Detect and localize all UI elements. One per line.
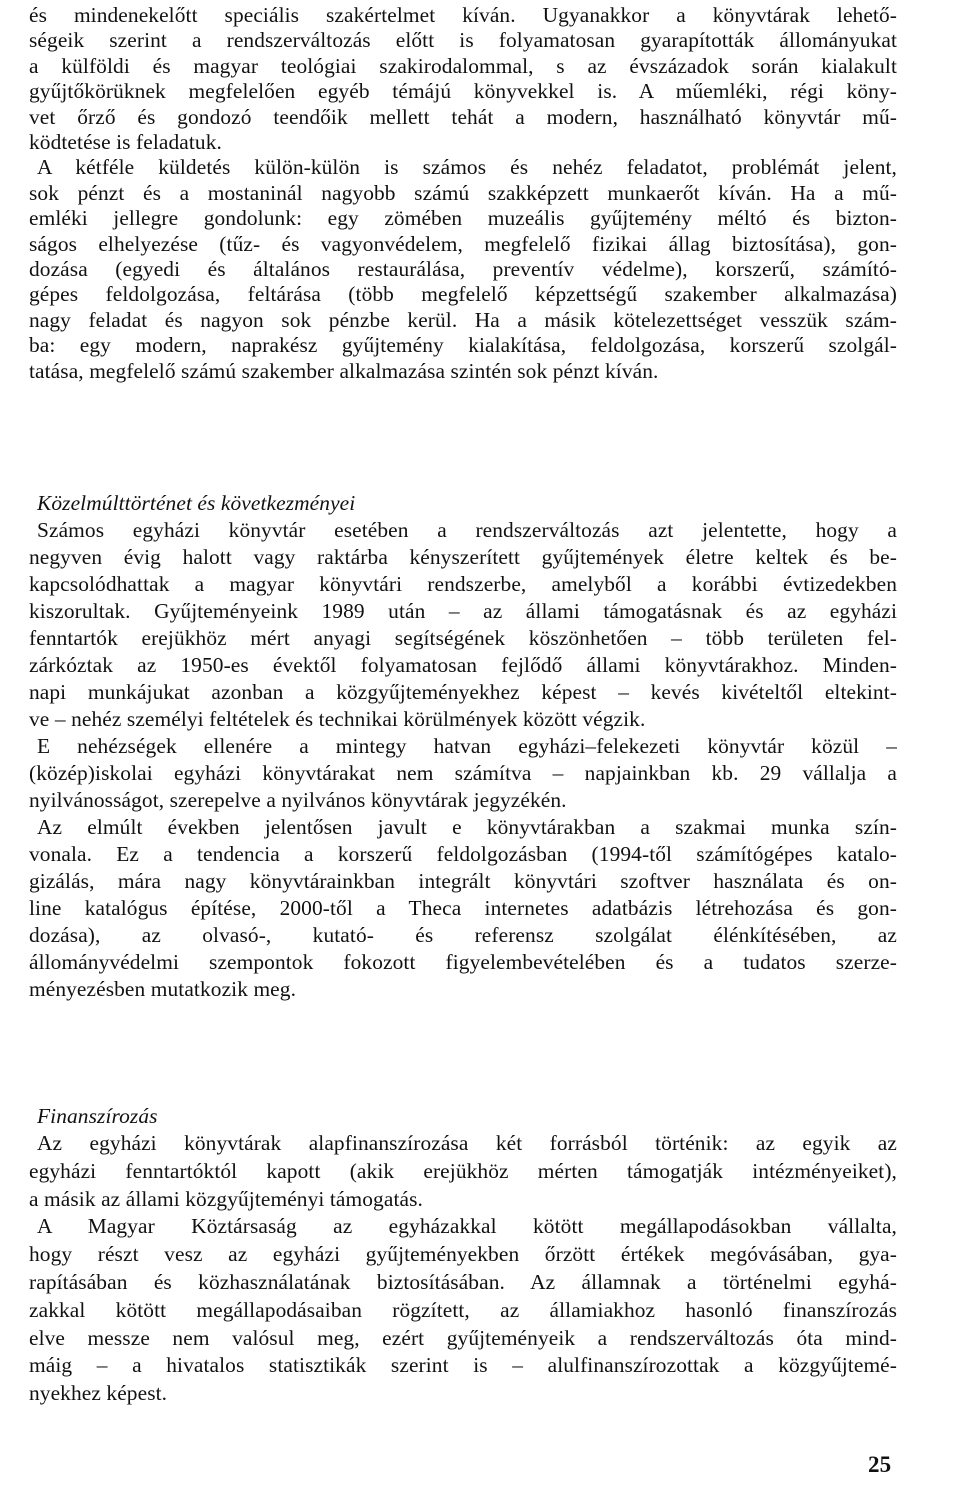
text-line: A Magyar Köztársaság az egyházakkal kötött megállapodásokban vállalta, — [37, 1214, 897, 1239]
text-line: vonala. Ez a tendencia a korszerű feldolgozásban (1994-től számítógépes katalo- — [29, 842, 897, 866]
text-line: nyekhez képest. — [29, 1381, 168, 1406]
text-line: a másik az állami közgyűjteményi támogatás. — [29, 1186, 423, 1211]
text-line: Az elmúlt években jelentősen javult e könyvtárakban a szakmai munka szín- — [37, 815, 897, 839]
page-number: 25 — [868, 1452, 892, 1477]
text-line: máig – a hivatalos statisztikák szerint is – alulfinanszírozottak a közgyűjtemé- — [29, 1353, 897, 1378]
text-line: ségeik szerint a rendszerváltozás előtt is folyamatosan gyarapították állományukat — [29, 28, 897, 53]
text-line: ba: egy modern, naprakész gyűjtemény kialakítása, feldolgozása, korszerű szolgál- — [29, 333, 897, 358]
text-line: tatása, megfelelő számú szakember alkalmazása szintén sok pénzt kíván. — [29, 358, 659, 383]
text-line: napi munkájukat azonban a közgyűjteményekhez képest – kevés kivételtől eltekint- — [29, 680, 897, 704]
text-line: gizálás, mára nagy könyvtárainkban integrált könyvtári szoftver használata és on- — [29, 869, 897, 893]
text-line: nagy feladat és nagyon sok pénzbe kerül. Ha a másik kötelezettséget vesszük szám- — [29, 307, 897, 332]
text-line: ve – nehéz személyi feltételek és technikai körülmények között végzik. — [29, 707, 646, 731]
text-line: rapításában és közhasználatának biztosításában. Az államnak a történelmi egyhá- — [29, 1270, 897, 1294]
text-line: a külföldi és magyar teológiai szakirodalommal, s az évszázadok során kialakult — [29, 53, 897, 78]
text-line: és mindenekelőtt speciális szakértelmet kíván. Ugyanakkor a könyvtárak lehető- — [29, 3, 897, 27]
text-line: (közép)iskolai egyházi könyvtárakat nem számítva – napjainkban kb. 29 vállalja a — [29, 761, 897, 785]
text-line: dozása (egyedi és általános restaurálása, preventív védelme), korszerű, számító- — [29, 257, 897, 281]
text-line: E nehézségek ellenére a mintegy hatvan egyházi–felekezeti könyvtár közül – — [37, 734, 897, 758]
section-heading: Finanszírozás — [37, 1104, 158, 1128]
text-line: dozása), az olvasó-, kutató- és referensz szolgálat élénkítésében, az — [29, 923, 897, 947]
text-line: elve messze nem valósul meg, ezért gyűjteményeik a rendszerváltozás óta mind- — [29, 1325, 897, 1350]
text-line: állományvédelmi szempontok fokozott figyelembevételében és a tudatos szerze- — [29, 950, 897, 974]
text-line: fenntartók erejükhöz mért anyagi segítségének köszönhetően – több területen fel- — [29, 626, 897, 650]
text-line: sok pénzt és a mostaninál nagyobb számú szakképzett munkaerőt kíván. Ha a mű- — [29, 180, 897, 205]
text-line: hogy részt vesz az egyházi gyűjteményekben őrzött értékek megóvásában, gya- — [29, 1242, 897, 1267]
text-line: ködtetése is feladatuk. — [29, 130, 222, 154]
text-line: kiszorultak. Gyűjteményeink 1989 után – az állami támogatásnak és az egyházi — [29, 599, 897, 623]
text-line: vet őrző és gondozó teendőik mellett tehát a modern, használható könyvtár mű- — [29, 104, 897, 129]
text-line: Számos egyházi könyvtár esetében a rendszerváltozás azt jelentette, hogy a — [37, 518, 897, 542]
text-line: ményezésben mutatkozik meg. — [29, 977, 297, 1001]
text-line: kapcsolódhattak a magyar könyvtári rendszerbe, amelyből a korábbi évtizedekben — [29, 572, 897, 596]
text-line: Az egyházi könyvtárak alapfinanszírozása két forrásból történik: az egyik az — [37, 1131, 897, 1155]
text-line: egyházi fenntartóktól kapott (akik erejükhöz mérten támogatják intézményeiket), — [29, 1158, 897, 1183]
text-line: nyilvánosságot, szerepelve a nyilvános könyvtárak jegyzékén. — [29, 788, 567, 812]
text-line: zakkal kötött megállapodásaiban rögzített, az államiakhoz hasonló finanszírozás — [29, 1297, 897, 1322]
text-line: negyven évig halott vagy raktárba kényszerített gyűjtemények életre keltek és be- — [29, 545, 897, 569]
text-line: ságos elhelyezése (tűz- és vagyonvédelem, megfelelő fizikai állag biztosítása), gon- — [29, 231, 897, 256]
text-line: A kétféle küldetés külön-külön is számos és nehéz feladatot, problémát jelent, — [37, 155, 897, 180]
text-line: emléki jellegre gondolunk: egy zömében muzeális gyűjtemény méltó és bizton- — [29, 206, 897, 231]
text-line: gépes feldolgozása, feltárása (több megfelelő képzettségű szakember alkalmazása) — [29, 282, 897, 307]
text-line: gyűjtőkörüknek megfelelően egyéb témájú könyvekkel is. A műemléki, régi köny- — [29, 79, 897, 104]
text-line: line katalógus építése, 2000-től a Theca internetes adatbázis létrehozása és gon- — [29, 896, 897, 920]
text-line: zárkóztak az 1950-es évektől folyamatosan fejlődő állami könyvtárakhoz. Minden- — [29, 653, 897, 677]
section-heading: Közelmúlttörténet és következményei — [37, 491, 356, 515]
